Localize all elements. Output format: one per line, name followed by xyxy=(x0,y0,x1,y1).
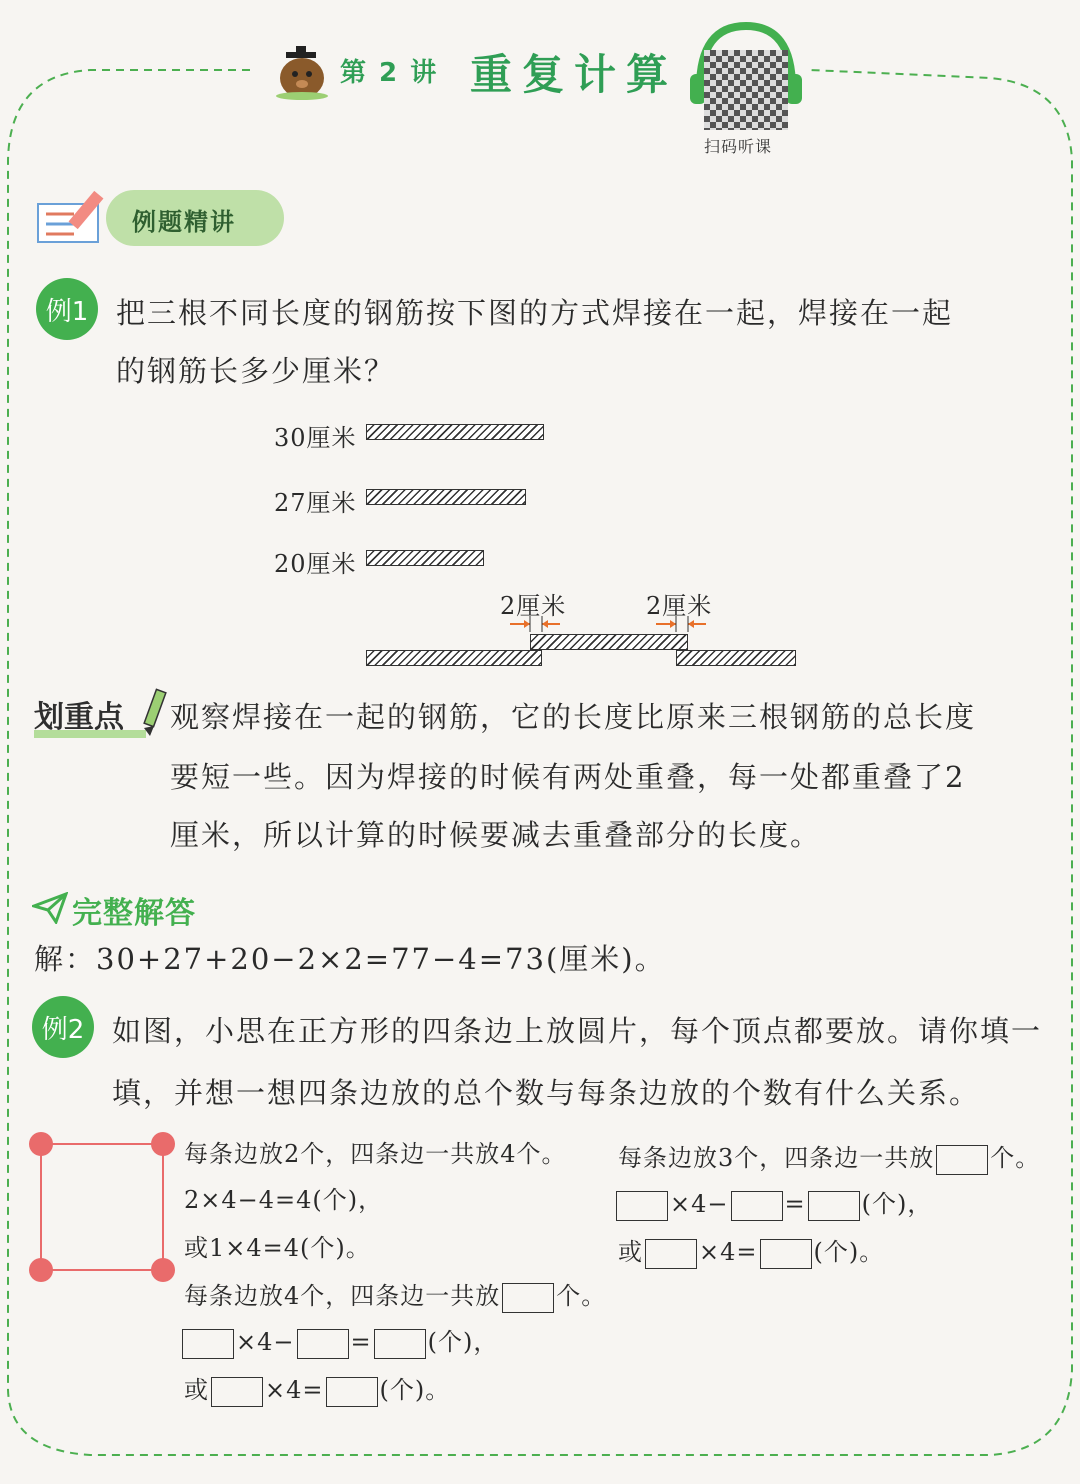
example2-badge: 例2 xyxy=(32,996,94,1058)
answer-solution: 解：30+27+20−2×2=77−4=73(厘米)。 xyxy=(34,942,666,976)
key-point-line1: 观察焊接在一起的钢筋，它的长度比原来三根钢筋的总长度 xyxy=(170,700,977,734)
disc-top-right xyxy=(151,1132,175,1156)
e2-right-blank-a[interactable] xyxy=(616,1191,668,1221)
e2-right-line1 xyxy=(618,1138,1040,1175)
square-edge-bottom xyxy=(40,1269,164,1271)
key-point-line2: 要短一些。因为焊接的时候有两处重叠，每一处都重叠了2 xyxy=(170,760,966,794)
e2-right-unit: 个。 xyxy=(990,1144,1041,1172)
overlap-label-right: 2厘米 xyxy=(646,592,713,620)
e2-right-blank-total[interactable] xyxy=(936,1145,988,1175)
e2-right-unit2: (个)， xyxy=(861,1190,933,1218)
page-title: 重复计算 xyxy=(470,50,679,99)
e2-left-line4-text: 每条边放4个，四条边一共放 xyxy=(184,1282,501,1310)
example1-question-line1: 把三根不同长度的钢筋按下图的方式焊接在一起，焊接在一起 xyxy=(116,296,954,330)
e2-right-op2: = xyxy=(784,1190,806,1218)
example2-question-line2: 填，并想一想四条边放的总个数与每条边放的个数有什么关系。 xyxy=(112,1076,981,1110)
welded-bar-middle xyxy=(530,634,688,650)
qr-label: 扫码听课 xyxy=(704,137,773,156)
e2-left-unit2: (个)， xyxy=(427,1328,499,1356)
e2-left-formula1 xyxy=(180,1322,498,1359)
e2-left-op2: = xyxy=(350,1328,372,1356)
lesson-number: 第 2 讲 xyxy=(340,58,439,88)
e2-left-line3: 或1×4=4(个)。 xyxy=(184,1234,371,1262)
e2-right-line1-text: 每条边放3个，四条边一共放 xyxy=(618,1144,935,1172)
example1-badge: 例1 xyxy=(36,278,98,340)
e2-left-or: 或 xyxy=(184,1376,209,1404)
send-icon xyxy=(32,892,68,924)
steel-bar-30 xyxy=(366,424,544,440)
e2-left-blank-total[interactable] xyxy=(502,1283,554,1313)
disc-bottom-right xyxy=(151,1258,175,1282)
bar-label-27: 27厘米 xyxy=(274,489,357,517)
e2-left-formula2 xyxy=(184,1370,450,1407)
e2-right-formula1 xyxy=(614,1184,932,1221)
square-edge-right xyxy=(162,1143,164,1271)
e2-left-op3: ×4= xyxy=(265,1376,324,1404)
e2-right-formula2 xyxy=(618,1232,884,1269)
steel-bar-20 xyxy=(366,550,484,566)
e2-left-blank-a[interactable] xyxy=(182,1329,234,1359)
bar-label-20: 20厘米 xyxy=(274,550,357,578)
e2-left-unit3: (个)。 xyxy=(379,1376,451,1404)
e2-left-op1: ×4− xyxy=(236,1328,295,1356)
welded-bar-right xyxy=(676,650,796,666)
key-point-line3: 厘米，所以计算的时候要减去重叠部分的长度。 xyxy=(170,818,822,852)
answer-title: 完整解答 xyxy=(72,896,196,931)
e2-left-line1: 每条边放2个，四条边一共放4个。 xyxy=(184,1140,567,1168)
example1-question-line2: 的钢筋长多少厘米？ xyxy=(116,354,396,388)
e2-left-line4 xyxy=(184,1276,606,1313)
e2-right-op1: ×4− xyxy=(670,1190,729,1218)
bar-label-30: 30厘米 xyxy=(274,424,357,452)
mascot-icon xyxy=(270,44,334,100)
notebook-icon xyxy=(34,182,114,246)
e2-left-blank-d[interactable] xyxy=(211,1377,263,1407)
welded-bar-left xyxy=(366,650,542,666)
e2-right-blank-b[interactable] xyxy=(731,1191,783,1221)
e2-left-line2: 2×4−4=4(个)， xyxy=(184,1186,384,1214)
overlap-arrows xyxy=(500,614,720,634)
e2-left-unit: 个。 xyxy=(556,1282,607,1310)
e2-left-blank-c[interactable] xyxy=(374,1329,426,1359)
overlap-label-left: 2厘米 xyxy=(500,592,567,620)
e2-right-blank-e[interactable] xyxy=(760,1239,812,1269)
square-edge-left xyxy=(40,1143,42,1271)
e2-right-blank-d[interactable] xyxy=(645,1239,697,1269)
square-edge-top xyxy=(40,1143,164,1145)
e2-right-unit3: (个)。 xyxy=(813,1238,885,1266)
e2-left-blank-e[interactable] xyxy=(326,1377,378,1407)
pencil-icon xyxy=(136,688,172,738)
key-point-label: 划重点 xyxy=(34,700,124,735)
section-label: 例题精讲 xyxy=(132,208,236,236)
e2-right-or: 或 xyxy=(618,1238,643,1266)
steel-bar-27 xyxy=(366,489,526,505)
example2-question-line1: 如图，小思在正方形的四条边上放圆片，每个顶点都要放。请你填一 xyxy=(112,1014,1043,1048)
disc-bottom-left xyxy=(29,1258,53,1282)
disc-top-left xyxy=(29,1132,53,1156)
e2-right-blank-c[interactable] xyxy=(808,1191,860,1221)
e2-left-blank-b[interactable] xyxy=(297,1329,349,1359)
e2-right-op3: ×4= xyxy=(699,1238,758,1266)
qr-code[interactable] xyxy=(704,50,788,130)
